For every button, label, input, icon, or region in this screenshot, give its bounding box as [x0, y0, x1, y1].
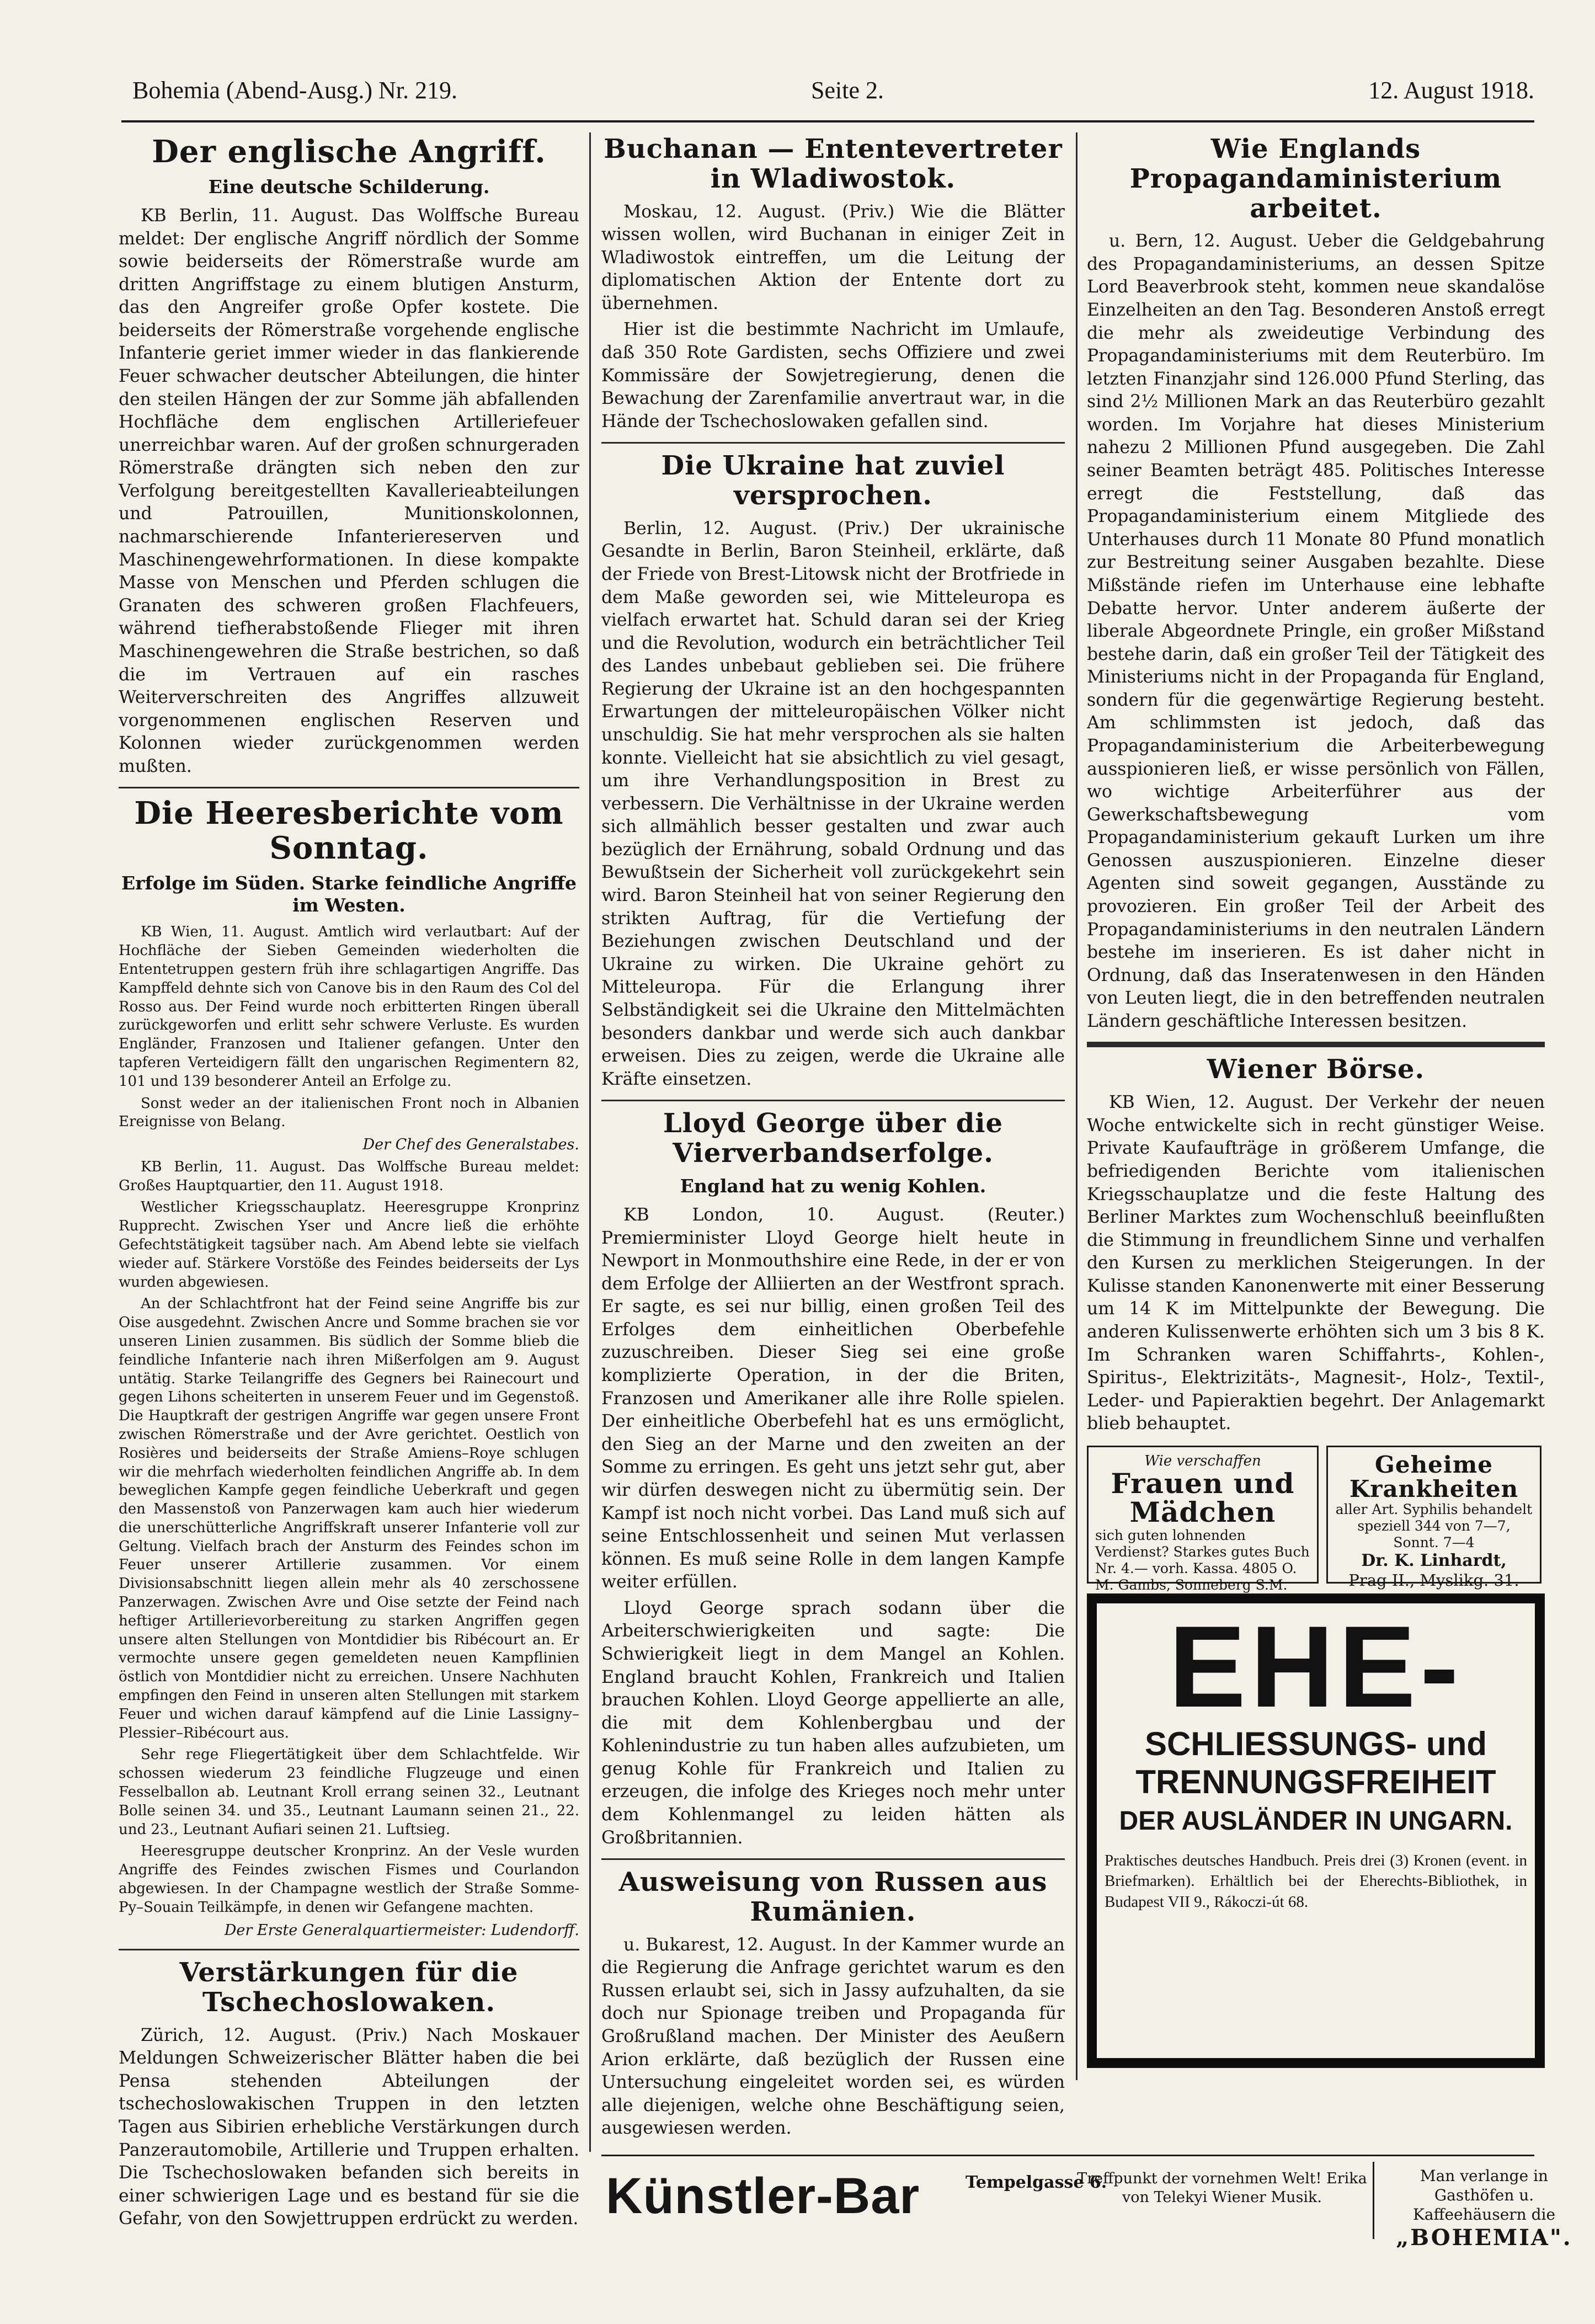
- page-header: [132, 76, 1534, 120]
- article-signature: Der Chef des Generalstabes.: [362, 1136, 579, 1154]
- ad-line: Man verlange in Gasthöfen u. Kaffeehäusern die: [1412, 2167, 1556, 2224]
- article-subtitle: Erfolge im Süden. Starke feindliche Angriffe im Westen.: [121, 872, 577, 916]
- article-paragraph: KB Wien, 11. August. Amtlich wird verlautbart: Auf der Hochfläche der Sieben Gemeinden wiederholten die Ententetruppen gestern früh ihre schlagartigen Angriffe. Das Kampffeld dehnte sich von Canove bis in den Raum des Col del Rosso aus. Der Feind wurde noch erbitterten Ringen überall zurückgeworfen und erlitt sehr schwere Verluste. Es wurden Engländer, Franzosen und Italiener gefangen. Unter den tapferen Verteidigern fällt den ungarischen Regimentern 82, 101 und 139 besonderer Anteil an Erfolge zu.: [119, 924, 579, 1090]
- article-paragraph: KB Berlin, 11. August. Das Wolffsche Bureau meldet: Großes Hauptquartier, den 11. August 1918.: [119, 1158, 579, 1194]
- article-body: KB Berlin, 11. August. Das Wolffsche Bureau meldet: Der englische Angriff nördlich der Somme sowie beiderseits der Römerstraße wurde am dritten Angriffstage zu einem blutigen Ansturm, das den Angreifer große Opfer kostete. Die beiderseits der Römerstraße vorgehende englische Infanterie geriet immer wieder in das flankierende Feuer schwacher deutscher Abteilungen, die hinter den steilen Hängen der zur Somme jäh abfallenden Hochfläche dem englischen Artilleriefeuer unerreichbar waren. Auf der großen schnurgeraden Römerstraße drängten sich neben den zur Verfolgung bereitgestellten Kavallerieabteilungen und Patrouillen, Munitionskolonnen, nachmarschierende Infanteriereserven und Maschinengewehrformationen. In diese kompakte Masse von Menschen und Pferden schlugen die Granaten des schweren großen Flachfeuers, während tiefherabstoßende Flieger mit ihren Maschinengewehren die Straße bestrichen, so daß die im Vertrauen auf ein rasches Weiterverschreiten des Angriffes allzuweit vorgenommenen englischen Reserven und Kolonnen wieder zurückgenommen werden mußten.: [119, 205, 579, 776]
- article-rule: [601, 1858, 1065, 1860]
- article-title: Die Ukraine hat zuviel versprochen.: [661, 450, 1005, 511]
- article-title: Der englische Angriff.: [152, 134, 546, 170]
- article-signature: Der Erste Generalquartiermeister: Ludendorff.: [224, 1921, 579, 1939]
- classified-ads-row: [1087, 1446, 1545, 1593]
- header-date: 12. August 1918.: [1368, 77, 1534, 104]
- column-2: [601, 132, 1065, 2152]
- article-czechoslovak-reinforcements: [119, 1958, 579, 2231]
- ad-secret-diseases: [1326, 1446, 1541, 1590]
- ad-line: Prag II., Myslikg. 31.: [1348, 1571, 1519, 1590]
- column-3: [1087, 132, 1545, 2080]
- ad-headline: Geheime Krankheiten: [1349, 1451, 1519, 1502]
- ad-ask-for-bohemia: [1379, 2166, 1589, 2252]
- ad-kuenstler-bar-address: Tempelgasse 6.: [965, 2173, 1107, 2192]
- ad-body: Praktisches deutsches Handbuch. Preis drei (3) Kronen (event. in Briefmarken). Erhältlich bei der Eherechts-Bibliothek, in Budapest VII 9., Rákoczi-út 68.: [1105, 1851, 1527, 1911]
- article-vienna-stock-exchange: [1087, 1055, 1545, 1435]
- ad-line: sich guten lohnenden Verdienst? Starkes gutes Buch Nr. 4.— vorh. Kassa. 4805 O. M. Gambs, Sonneberg S.M.: [1095, 1527, 1310, 1593]
- article-title: Buchanan — Ententevertreter in Wladiwostok.: [604, 134, 1063, 194]
- ad-marriage-freedom: [1087, 1593, 1545, 2068]
- ad-kuenstler-bar-text: Treffpunkt der vornehmen Welt! Erika von Telekyi Wiener Musik.: [1077, 2170, 1367, 2206]
- article-paragraph: Westlicher Kriegsschauplatz. Heeresgruppe Kronprinz Rupprecht. Zwischen Yser und Ancre ließ die erhöhte Gefechtstätigkeit tagsüber nach. Am Abend lebte sie vielfach wieder auf. Stärkere Vorstöße des Feindes beiderseits der Lys wurden abgewiesen.: [119, 1199, 579, 1291]
- bottom-ads-strip: [601, 2155, 1572, 2251]
- article-rule: [601, 1100, 1065, 1101]
- article-paragraph: Hier ist die bestimmte Nachricht im Umlaufe, daß 350 Rote Gardisten, sechs Offiziere und zwei Kommissäre der Sowjetregierung, denen die Bewachung der Zarenfamilie anvertraut war, in die Hände der Tschechoslowaken gefallen sind.: [601, 319, 1065, 431]
- article-body: u. Bern, 12. August. Ueber die Geldgebahrung des Propagandaministeriums, an dessen Spitze Lord Beaverbrook steht, kommen neue skandalöse Einzelheiten an den Tag. Besonderen Anstoß erregt die mehr als zweideutige Verbindung des Propagandaministeriums mit dem Reuterbüro. Im letzten Finanzjahr sind 126.000 Pfund Sterling, das sind 2½ Millionen Mark an das Reuterbüro gezahlt worden. Im Vorjahre hat dieses Ministerium nahezu 2 Millionen Pfund ausgegeben. Die Zahl seiner Beamten beträgt 485. Politisches Interesse erregt die Feststellung, daß das Propagandaministerium einem Mitgliede des Unterhauses durch 11 Monate 80 Pfund monatlich zur Bestreitung seiner Ausgaben bezahlte. Diese Mißstände riefen im Unterhause eine lebhafte Debatte hervor. Unter anderem äußerte der liberale Abgeordnete Pringle, ein großer Mißstand bestehe darin, daß ein großer Teil der Tätigkeit des Ministeriums nicht in der Propaganda für England, sondern für die gegenwärtige Regierung besteht. Am schlimmsten ist jedoch, daß das Propagandaministerium die Arbeiterbewegung ausspionieren ließ, er wisse persönlich von Fällen, wo wichtige Arbeiterführer aus der Gewerkschaftsbewegung vom Propagandaministerium gekauft Lurken um ihre Genossen auszuspionieren. Einzelne dieser Agenten sind soweit gegangen, Ausstände zu provozieren. Ein großer Teil der Arbeit des Propagandaministeriums in den neutralen Ländern bestehe im inserieren. Es ist daher nicht in Ordnung, daß das Inseratenwesen in den Händen von Leuten liegt, die in den betreffenden neutralen Ländern geschäftliche Interessen besitzen.: [1087, 231, 1545, 1031]
- article-paragraph: Lloyd George sprach sodann über die Arbeiterschwierigkeiten und sagte: Die Schwierigkeit liegt in dem Mangel an Kohlen. England braucht Kohlen, Frankreich und Italien brauchen Kohlen. Lloyd George appellierte an alle, die mit dem Kohlenbergbau und der Kohlenindustrie zu tun haben alles aufzubieten, um genug Kohle für Frankreich und Italien zu erzeugen, die infolge des Krieges noch mehr unter dem Kohlenmangel zu leiden hätten als Großbritannien.: [601, 1598, 1065, 1848]
- ad-subheadline: DER AUSLÄNDER IN UNGARN.: [1119, 1806, 1513, 1836]
- ad-line: Dr. K. Linhardt,: [1361, 1551, 1507, 1571]
- article-title: Ausweisung von Russen aus Rumänien.: [618, 1867, 1048, 1927]
- article-paragraph: Moskau, 12. August. (Priv.) Wie die Blätter wissen wollen, wird Buchanan in einiger Zeit in Wladiwostok eintreffen, um die Leitung der diplomatischen Aktion der Entente dort zu übernehmen.: [601, 201, 1065, 313]
- article-body: Zürich, 12. August. (Priv.) Nach Moskauer Meldungen Schweizerischer Blätter haben die bei Pensa stehenden Abteilungen der tschechoslowakischen Truppen in den letzten Tagen aus Sibirien erhebliche Verstärkungen durch Panzerautomobile, Artillerie und Truppen erhalten. Die Tschechoslowaken befanden sich bereits in einer schwierigen Lage und es bestand für sie die Gefahr, von den Sowjettruppen erdrückt zu werden.: [119, 2025, 579, 2229]
- ad-women-and-girls: [1087, 1446, 1319, 1593]
- article-ukraine: [601, 451, 1065, 1091]
- article-body: u. Bukarest, 12. August. In der Kammer wurde an die Regierung die Anfrage gerichtet warum es den Russen erlaubt sei, sich in Jassy aufzuhalten, da sie doch nur Spionage treiben und Propaganda für Großrußland machen. Der Minister des Aeußern Arion erklärte, daß bezüglich der Russen eine Untersuchung eingeleitet worden sei, es würden alle diejenigen, welche ohne Beschäftigung seien, ausgewiesen werden.: [601, 1934, 1065, 2139]
- article-paragraph: An der Schlachtfront hat der Feind seine Angriffe bis zur Oise ausgedehnt. Zwischen Ancre und Somme brachen sie vor unseren Linien zusammen. Bis südlich der Somme blieb die feindliche Infanterie nach ihren Mißerfolgen am 9. August untätig. Starke Teilangriffe des Gegners bei Rainecourt und gegen Lihons scheiterten in unserem Feuer und im Gegenstoß. Die Hauptkraft der gestrigen Angriffe war gegen unsere Front zwischen Römerstraße und der Avre gerichtet. Oestlich von Rosières und beiderseits der Straße Amiens–Roye schlugen wir die mehrfach wiederholten feindlichen Angriffe ab. In dem beweglichen Kampfe gegen feindliche Ueberkraft und gegen den Massenstoß von Panzerwagen kam auch hier wiederum die unerschütterliche Angriffskraft unserer Infanterie voll zur Geltung. Vielfach brach der Ansturm des Feindes schon im Feuer unserer Artillerie zusammen. Vor einem Divisionsabschnitt liegen allein mehr als 40 zerschossene Panzerwagen. Zwischen Avre und Oise setzte der Feind nach heftiger Artillerievorbereitung zu starken Angriffen gegen unsere alten Stellungen von Montdidier bis Ribécourt an. Er vermochte unsere gegen gemeldeten neuen Kampflinien östlich von Montdidier nicht zu erreichen. Unsere Nachhuten empfingen den Feind in unseren alten Stellungen mit starkem Feuer und wichen darauf kämpfend auf die Linie Lassigny–Plessier–Ribécourt aus.: [119, 1296, 579, 1741]
- header-page-number: Seite 2.: [811, 77, 884, 104]
- article-subtitle: Eine deutsche Schilderung.: [208, 175, 490, 198]
- article-expulsion-russians: [601, 1868, 1065, 2140]
- column-divider: [1076, 132, 1077, 2080]
- column-divider: [589, 132, 591, 2152]
- article-paragraph: Heeresgruppe deutscher Kronprinz. An der Vesle wurden Angriffe des Feindes zwischen Fismes und Courlandon abgewiesen. In der Champagne westlich der Straße Somme-Py–Souain Teilkämpfe, in denen wir Gefangene machten.: [119, 1843, 579, 1916]
- article-rule: [119, 787, 579, 788]
- article-title: Wie Englands Propagandaministerium arbeitet.: [1129, 134, 1502, 224]
- article-body: KB Wien, 12. August. Der Verkehr der neuen Woche entwickelte sich in recht günstiger Weise. Private Kaufaufträge in größerem Umfange, die befriedigenden Berichte vom italienischen Kriegsschauplatze und die feste Haltung des Berliner Marktes zum Wochenschluß beeinflußten die Stimmung in freundlichem Sinne und verhalfen den Kursen zu merklichen Steigerungen. In der Kulisse standen Kanonenwerte mit einer Besserung um 14 K im Mittelpunkte der Bewegung. Die anderen Kulissenwerte erhöhten sich um 3 bis 8 K. Im Schranken waren Schiffahrts-, Kohlen-, Spiritus-, Elektrizitäts-, Magnesit-, Holz-, Textil-, Leder- und Papieraktien begehrt. Der Anlagemarkt blieb behauptet.: [1087, 1092, 1545, 1434]
- ad-kuenstler-bar-name: Künstler-Bar: [606, 2168, 920, 2224]
- article-title: Die Heeresberichte vom Sonntag.: [134, 795, 564, 867]
- article-rule: [601, 442, 1065, 444]
- ad-inner: [1097, 1603, 1535, 2058]
- header-rule: [121, 120, 1534, 122]
- article-paragraph: Sehr rege Fliegertätigkeit über dem Schlachtfelde. Wir schossen wiederum 23 feindliche Flugzeuge und einen Fesselballon ab. Leutnant Kroll errang seinen 32., Leutnant Bolle seinen 34. und 35., Leutnant Laumann seinen 21., 22. und 23., Leutnant Aufiari seinen 21. Luftsieg.: [119, 1746, 579, 1838]
- ad-logo: EHE-: [1169, 1601, 1463, 1731]
- article-propaganda-ministry: [1087, 135, 1545, 1033]
- article-rule: [1087, 1042, 1545, 1047]
- ad-divider: [1373, 2162, 1374, 2239]
- article-buchanan: [601, 135, 1065, 433]
- article-body: Berlin, 12. August. (Priv.) Der ukrainische Gesandte in Berlin, Baron Steinheil, erklärte, daß der Friede von Brest-Litowsk nicht der Brotfriede in dem Maße geworden sei, wie Mitteleuropa es vielfach erwartet hat. Schuld daran sei der Krieg und die Revolution, wodurch ein beträchtlicher Teil des Landes unbebaut geblieben sei. Die frühere Regierung der Ukraine ist an den hochgespannten Erwartungen der mitteleuropäischen Völker nicht unschuldig. Sie hat mehr versprochen als sie halten konnte. Vielleicht hat sie absichtlich zu viel gesagt, um ihre Verhandlungsposition in Brest zu verbessern. Die Verhältnisse in der Ukraine werden sich allmählich besser gestalten und zwar auch bezüglich der Ernährung, sobald Ordnung und das Bewußtsein der Sicherheit voll zurückgekehrt sein wird. Baron Steinheil hat von seiner Regierung den strikten Auftrag, für die Vertiefung der Beziehungen zwischen Deutschland und der Ukraine zu wirken. Die Ukraine gehört zu Mitteleuropa. Für die Erlangung ihrer Selbständigkeit sei die Ukraine den Mittelmächten besonders dankbar und werde sich auch dankbar erweisen. Dies zu zeigen, werde die Ukraine alle Kräfte einsetzen.: [601, 518, 1065, 1089]
- article-english-attack: [119, 135, 579, 778]
- article-rule: [119, 1949, 579, 1950]
- article-lloyd-george: [601, 1109, 1065, 1849]
- ad-brand: „BOHEMIA".: [1396, 2225, 1572, 2251]
- article-army-reports: [119, 796, 579, 1940]
- column-1: [119, 132, 579, 2229]
- ad-line: aller Art. Syphilis behandelt speziell 344 von 7—7, Sonnt. 7—4: [1335, 1501, 1533, 1551]
- ad-headline: SCHLIESSUNGS- und: [1144, 1725, 1487, 1762]
- article-subtitle: England hat zu wenig Kohlen.: [680, 1175, 986, 1197]
- article-paragraph: KB London, 10. August. (Reuter.) Premierminister Lloyd George hielt heute in Newport in Monmouthshire eine Rede, in der er von dem Erfolge der Alliierten an der Westfront sprach. Er sagte, es sei nur billig, einen großen Teil des Erfolges dem einheitlichen Oberbefehle zuzuschreiben. Dieser Sieg sei eine große komplizierte Operation, in der die Briten, Franzosen und Amerikaner alle ihre Rolle spielen. Der einheitliche Oberbefehl hat es uns ermöglicht, den Sieg an der Marne und den zweiten an der Somme zu erringen. Es geht uns jetzt sehr gut, aber wir dürfen deswegen nicht zu übermütig sein. Der Kampf ist noch nicht vorbei. Das Land muß sich auf seine Entschlossenheit und seinen Mut verlassen können. Es muß seine Rolle in dem langen Kampfe weiter erfüllen.: [601, 1204, 1065, 1592]
- article-title: Verstärkungen für die Tschechoslowaken.: [179, 1957, 519, 2018]
- ad-headline: Frauen und Mädchen: [1111, 1467, 1295, 1529]
- article-paragraph: Sonst weder an der italienischen Front noch in Albanien Ereignisse von Belang.: [119, 1095, 579, 1131]
- ad-line: Wie verschaffen: [1144, 1452, 1261, 1469]
- header-issue: Bohemia (Abend-Ausg.) Nr. 219.: [132, 77, 458, 104]
- article-title: Lloyd George über die Vierverbandserfolge.: [663, 1108, 1004, 1169]
- article-title: Wiener Börse.: [1207, 1054, 1425, 1085]
- ad-headline: TRENNUNGSFREIHEIT: [1135, 1763, 1496, 1800]
